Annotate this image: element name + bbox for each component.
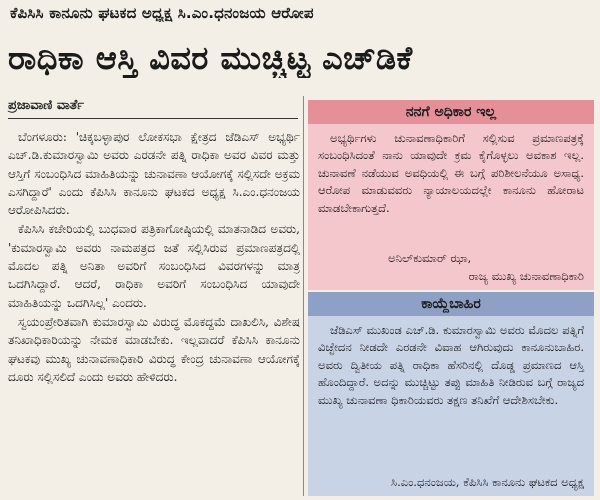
byline-divider: [8, 118, 298, 119]
column-divider: [303, 96, 304, 496]
byline: ಪ್ರಜಾವಾಣಿ ವಾರ್ತೆ: [8, 98, 84, 113]
story-body: [8, 128, 300, 387]
story-paragraph: ಸ್ವಯಂಪ್ರೇರಿತವಾಗಿ ಕುಮಾರಸ್ವಾಮಿ ವಿರುದ್ಧ ಮೊಕದ್ದಮೆ ದಾಖಲಿಸಿ, ವಿಶೇಷ ತನಿಖಾಧಿಕಾರಿಯನ್ನು ನೇಮಕ ಮಾಡಬೇಕು. ಇಲ್ಲವಾದರೆ ಕೆಪಿಸಿಸಿ ಕಾನೂನು ಘಟಕವು ಮುಖ್ಯ ಚುನಾವಣಾಧಿಕಾರಿ ವಿರುದ್ಧ ಕೇಂದ್ರ ಚುನಾವಣಾ ಆಯೋಗಕ್ಕೆ ದೂರು ಸಲ್ಲಿಸಲಿದೆ ಎಂದು ಅವರು ಹೇಳಿದರು.: [8, 314, 300, 384]
box-signature: ಸಿ.ಎಂ.ಧನಂಜಯ, ಕೆಪಿಸಿಸಿ ಕಾನೂನು ಘಟಕದ ಅಧ್ಯಕ್ಷ: [391, 475, 584, 489]
box-paragraph: ಅಭ್ಯರ್ಥಿಗಳು ಚುನಾವಣಾಧಿಕಾರಿಗೆ ಸಲ್ಲಿಸುವ ಪ್ರಮಾಣಪತ್ರಕ್ಕೆ ಸಂಬಂಧಿಸಿದಂತೆ ನಾನು ಯಾವುದೇ ಕ್ರಮ ಕೈಗೊಳ್ಳಲು ಅವಕಾಶ ಇಲ್ಲ. ಚುನಾವಣೆ ನಡೆಯುವ ಅವಧಿಯಲ್ಲಿ ಈ ಬಗ್ಗೆ ಪರಿಶೀಲನೆಯೂ ಅಸಾಧ್ಯ. ಆರೋಪ ಮಾಡುವವರು ನ್ಯಾಯಾಲಯದಲ್ಲೇ ಕಾನೂನು ಹೋರಾಟ ಮಾಡಬೇಕಾಗುತ್ತದೆ.: [318, 131, 584, 215]
box-title: ಕಾಯ್ದೆಬಾಹಿರ: [308, 292, 594, 316]
box-paragraph: ಜೆಡಿಎಸ್ ಮುಖಂಡ ಎಚ್.ಡಿ. ಕುಮಾರಸ್ವಾಮಿ ಅವರು ಮೊದಲ ಪತ್ನಿಗೆ ವಿಚ್ಛೇದನ ನೀಡದೇ ಎರಡನೇ ವಿವಾಹ ಆಗಿರುವುದು ಕಾನೂನುಬಾಹಿರ. ಅವರು ದ್ವಿತೀಯ ಪತ್ನಿ ರಾಧಿಕಾ ಹೆಸರಿನಲ್ಲಿ ದೊಡ್ಡ ಪ್ರಮಾಣದ ಆಸ್ತಿ ಹೊಂದಿದ್ದಾರೆ. ಅದನ್ನು ಮುಚ್ಚಿಟ್ಟು ತಪ್ಪು ಮಾಹಿತಿ ನೀಡಿರುವ ಬಗ್ಗೆ ರಾಜ್ಯದ ಮುಖ್ಯ ಚುನಾವಣಾ ಧಿಕಾರಿಯವರು ತಕ್ಷಣ ತನಿಖೆಗೆ ಆದೇಶಿಸಬೇಕು.: [318, 323, 584, 407]
box-text: [318, 322, 584, 409]
kicker-line: ಕೆಪಿಸಿಸಿ ಕಾನೂನು ಘಟಕದ ಅಧ್ಯಕ್ಷ ಸಿ.ಎಂ.ಧನಂಜಯ ಆರೋಪ: [10, 4, 314, 22]
story-paragraph: ಬೆಂಗಳೂರು: 'ಚಿಕ್ಕಬಳ್ಳಾಪುರ ಲೋಕಸಭಾ ಕ್ಷೇತ್ರದ ಜೆಡಿಎಸ್ ಅಭ್ಯರ್ಥಿ ಎಚ್.ಡಿ.ಕುಮಾರಸ್ವಾಮಿ ಅವರು ಎರಡನೇ ಪತ್ನಿ ರಾಧಿಕಾ ಅವರ ವಿವರ ಮತ್ತು ಆಸ್ತಿಗೆ ಸಂಬಂಧಿಸಿದ ಮಾಹಿತಿಯನ್ನು ಚುನಾವಣಾ ಆಯೋಗಕ್ಕೆ ಸಲ್ಲಿಸದೇ ಅಕ್ರಮ ಎಸಗಿದ್ದಾರೆ' ಎಂದು ಕೆಪಿಸಿಸಿ ಕಾನೂನು ಘಟಕದ ಅಧ್ಯಕ್ಷ ಸಿ.ಎಂ.ಧನಂಜಯ ಆರೋಪಿಸಿದರು.: [8, 130, 300, 218]
sidebar-box-no-authority: [308, 100, 594, 290]
box-signature-title: ರಾಜ್ಯ ಮುಖ್ಯ ಚುನಾವಣಾಧಿಕಾರಿ: [468, 269, 584, 283]
sidebar-box-illegal: [308, 292, 594, 496]
box-signature-name: ಅನಿಲ್‌ಕುಮಾರ್ ಝಾ,: [388, 251, 472, 265]
story-paragraph: ಕೆಪಿಸಿಸಿ ಕಚೇರಿಯಲ್ಲಿ ಬುಧವಾರ ಪತ್ರಿಕಾಗೋಷ್ಠಿಯಲ್ಲಿ ಮಾತನಾಡಿದ ಅವರು, 'ಕುಮಾರಸ್ವಾಮಿ ಅವರು ನಾಮಪತ್ರದ ಜತೆ ಸಲ್ಲಿಸಿರುವ ಪ್ರಮಾಣಪತ್ರದಲ್ಲಿ ಮೊದಲ ಪತ್ನಿ ಅನಿತಾ ಅವರಿಗೆ ಸಂಬಂಧಿಸಿದ ವಿವರಗಳನ್ನು ಮಾತ್ರ ಒದಗಿಸಿದ್ದಾರೆ. ಆದರೆ, ರಾಧಿಕಾ ಅವರಿಗೆ ಸಂಬಂಧಿಸಿದ ಯಾವುದೇ ಮಾಹಿತಿಯನ್ನು ಒದಗಿಸಿಲ್ಲ' ಎಂದರು.: [8, 222, 300, 310]
box-text: [318, 130, 584, 217]
headline: ರಾಧಿಕಾ ಆಸ್ತಿ ವಿವರ ಮುಚ್ಚಿಟ್ಟ ಎಚ್‌ಡಿಕೆ: [8, 39, 413, 77]
box-title: ನನಗೆ ಅಧಿಕಾರ ಇಲ್ಲ: [308, 100, 594, 124]
